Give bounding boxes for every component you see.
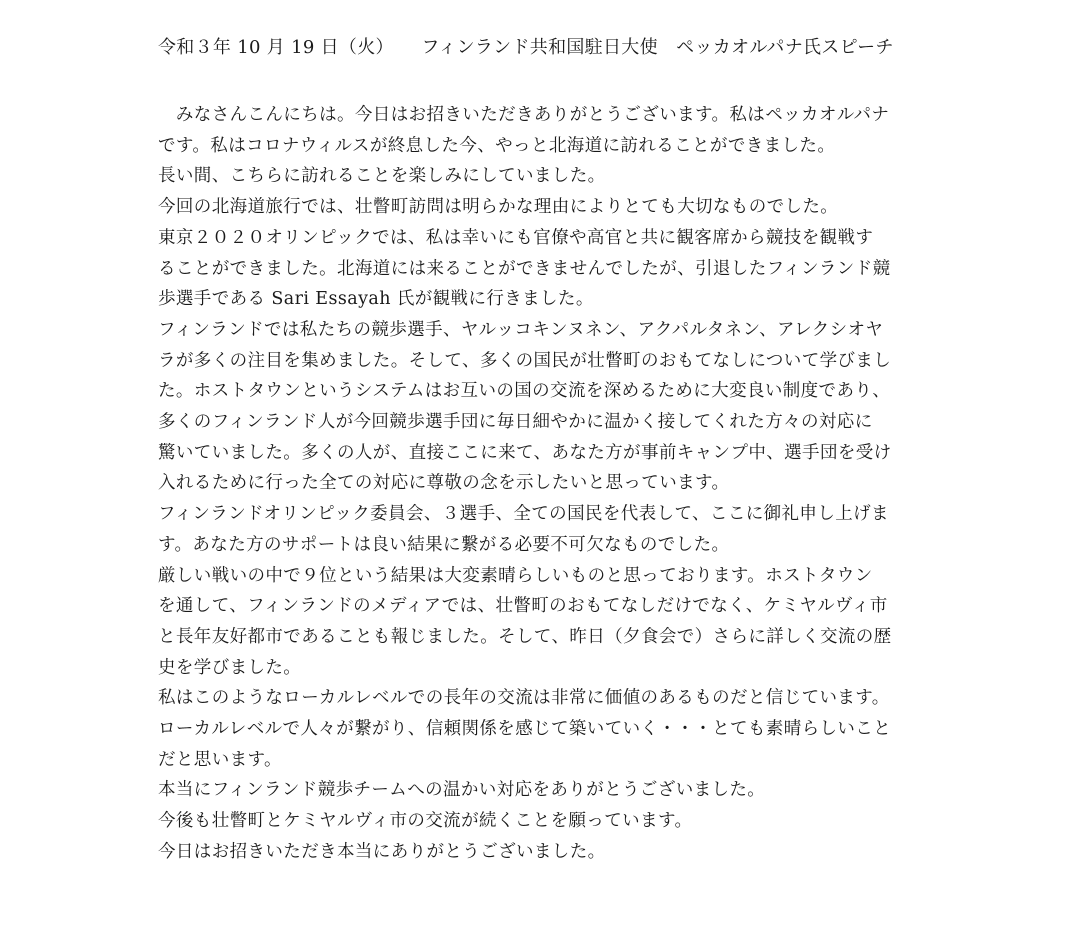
speech-line: と長年友好都市であることも報じました。そして、昨日（夕食会で）さらに詳しく交流の歴 xyxy=(158,626,892,647)
speech-line: 入れるために行った全ての対応に尊敬の念を示したいと思っています。 xyxy=(158,473,730,494)
speech-line: ローカルレベルで人々が繋がり、信頼関係を感じて築いていく・・・とても素晴らしいこと xyxy=(158,719,892,740)
speech-line: 今回の北海道旅行では、壮瞥町訪問は明らかな理由によりとても大切なものでした。 xyxy=(158,197,839,218)
speech-line: す。あなた方のサポートは良い結果に繋がる必要不可欠なものでした。 xyxy=(158,534,730,555)
speech-title: フィンランド共和国駐日大使 ペッカオルパナ氏スピーチ xyxy=(421,37,894,58)
speech-line: 東京２０２０オリンピックでは、私は幸いにも官僚や高官と共に観客席から競技を観戦す xyxy=(158,227,874,248)
speech-line: 歩選手である Sari Essayah 氏が観戦に行きました。 xyxy=(158,289,594,310)
speech-line: 史を学びました。 xyxy=(158,657,302,678)
speech-line: 多くのフィンランド人が今回競歩選手団に毎日細やかに温かく接してくれた方々の対応に xyxy=(158,412,873,433)
speech-line: 今後も壮瞥町とケミヤルヴィ市の交流が続くことを願っています。 xyxy=(158,811,693,832)
speech-body xyxy=(158,100,948,868)
speech-date: 令和３年 10 月 19 日（火） xyxy=(158,37,385,58)
speech-line: だと思います。 xyxy=(158,749,282,770)
speech-line: です。私はコロナウィルスが終息した今、やっと北海道に訪れることができました。 xyxy=(158,135,836,156)
speech-line: みなさんこんにちは。今日はお招きいただきありがとうございます。私はペッカオルパナ xyxy=(158,105,890,125)
speech-line: た。ホストタウンというシステムはお互いの国の交流を深めるために大変良い制度であり、 xyxy=(158,381,891,402)
speech-line: 長い間、こちらに訪れることを楽しみにしていました。 xyxy=(158,166,606,187)
speech-line: 今日はお招きいただき本当にありがとうございました。 xyxy=(158,841,606,862)
speech-line: ラが多くの注目を集めました。そして、多くの国民が壮瞥町のおもてなしについて学びまし xyxy=(158,350,892,371)
speech-line: ることができました。北海道には来ることができませんでしたが、引退したフィンランド競 xyxy=(158,258,891,279)
speech-line: を通して、フィンランドのメディアでは、壮瞥町のおもてなしだけでなく、ケミヤルヴィ市 xyxy=(158,596,888,617)
speech-line: 私はこのようなローカルレベルでの長年の交流は非常に価値のあるものだと信じています。 xyxy=(158,688,890,709)
speech-line: 驚いていました。多くの人が、直接ここに来て、あなた方が事前キャンプ中、選手団を受け xyxy=(158,442,892,463)
speech-line: 本当にフィンランド競歩チームへの温かい対応をありがとうございました。 xyxy=(158,780,766,801)
speech-line: 厳しい戦いの中で９位という結果は大変素晴らしいものと思っております。ホストタウン xyxy=(158,565,873,586)
speech-line: フィンランドオリンピック委員会、３選手、全ての国民を代表して、ここに御礼申し上げま xyxy=(158,504,889,525)
speech-header xyxy=(158,34,894,62)
speech-line: フィンランドでは私たちの競歩選手、ヤルッコキンヌネン、アクパルタネン、アレクシオヤ xyxy=(158,319,884,340)
